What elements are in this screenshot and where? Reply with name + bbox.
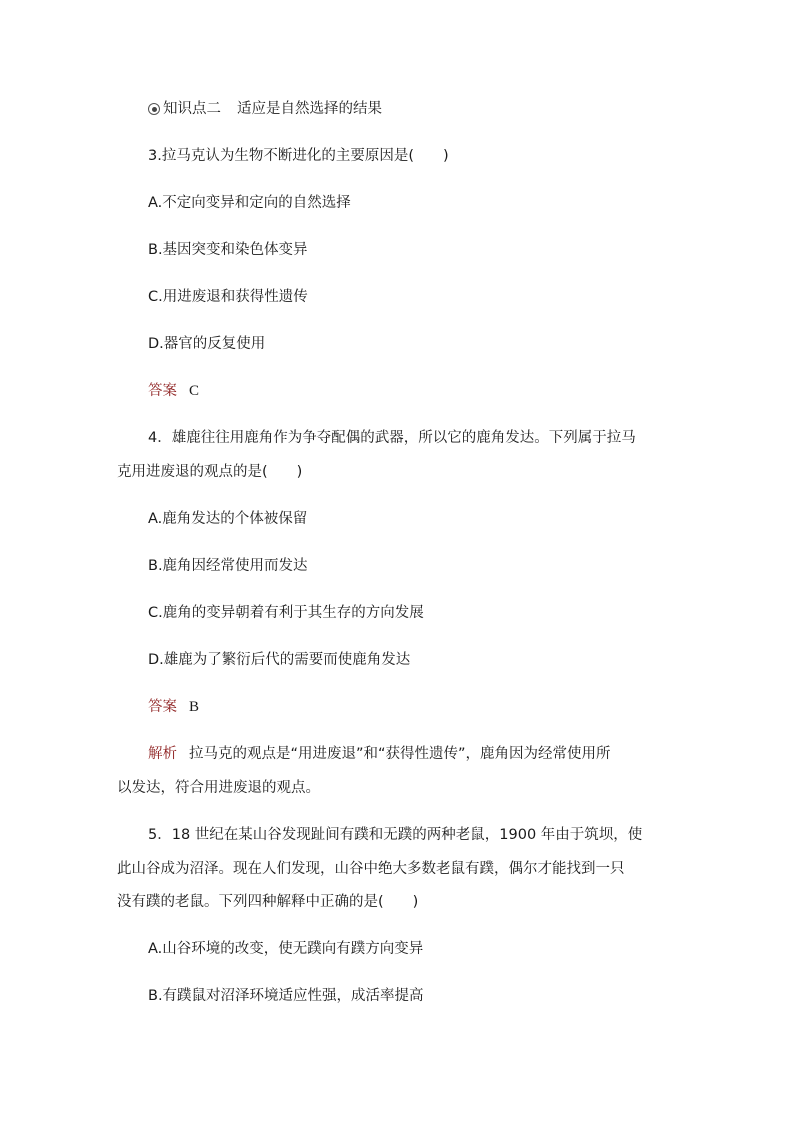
q4-option-a: A.鹿角发达的个体被保留 [148, 511, 308, 527]
q5-option-b: B.有蹼鼠对沼泽环境适应性强，成活率提高 [148, 988, 424, 1004]
q3-answer [148, 381, 199, 401]
q5-stem-line3: 没有蹼的老鼠。下列四种解释中正确的是( ) [117, 894, 419, 910]
q3-answer-value: C [189, 383, 200, 399]
q3-option-c: C.用进废退和获得性遗传 [148, 289, 308, 305]
q4-analysis-line2: 以发达，符合用进废退的观点。 [117, 780, 320, 796]
q3-option-b: B.基因突变和染色体变异 [148, 242, 308, 258]
q3-option-a: A.不定向变异和定向的自然选择 [148, 195, 351, 211]
q3-stem: 3.拉马克认为生物不断进化的主要原因是( ) [148, 148, 449, 164]
q4-stem-line1: 4．雄鹿往往用鹿角作为争夺配偶的武器，所以它的鹿角发达。下列属于拉马 [148, 430, 636, 446]
q4-analysis-label: 解析 [148, 746, 177, 762]
q5-stem-line1: 5．18 世纪在某山谷发现趾间有蹼和无蹼的两种老鼠，1900 年由于筑坝，使 [148, 827, 643, 843]
q4-analysis-text: 拉马克的观点是“用进废退”和“获得性遗传”，鹿角因为经常使用所 [189, 746, 611, 762]
q4-answer-value: B [189, 699, 200, 715]
q3-option-d: D.器官的反复使用 [148, 336, 266, 352]
section-subtitle: 适应是自然选择的结果 [237, 101, 382, 117]
section-title: 知识点二 [163, 101, 221, 117]
q4-analysis-line1 [148, 744, 611, 764]
q4-option-d: D.雄鹿为了繁衍后代的需要而使鹿角发达 [148, 652, 411, 668]
q4-stem-line2: 克用进废退的观点的是( ) [117, 464, 303, 480]
q4-option-c: C.鹿角的变异朝着有利于其生存的方向发展 [148, 605, 424, 621]
bullet-circle-icon [148, 103, 160, 115]
q5-option-a: A.山谷环境的改变，使无蹼向有蹼方向变异 [148, 941, 424, 957]
q5-stem-line2: 此山谷成为沼泽。现在人们发现，山谷中绝大多数老鼠有蹼，偶尔才能找到一只 [117, 861, 625, 877]
q4-answer [148, 697, 199, 717]
q3-answer-label: 答案 [148, 383, 177, 399]
section-heading [148, 99, 382, 119]
q4-option-b: B.鹿角因经常使用而发达 [148, 558, 308, 574]
q4-answer-label: 答案 [148, 699, 177, 715]
